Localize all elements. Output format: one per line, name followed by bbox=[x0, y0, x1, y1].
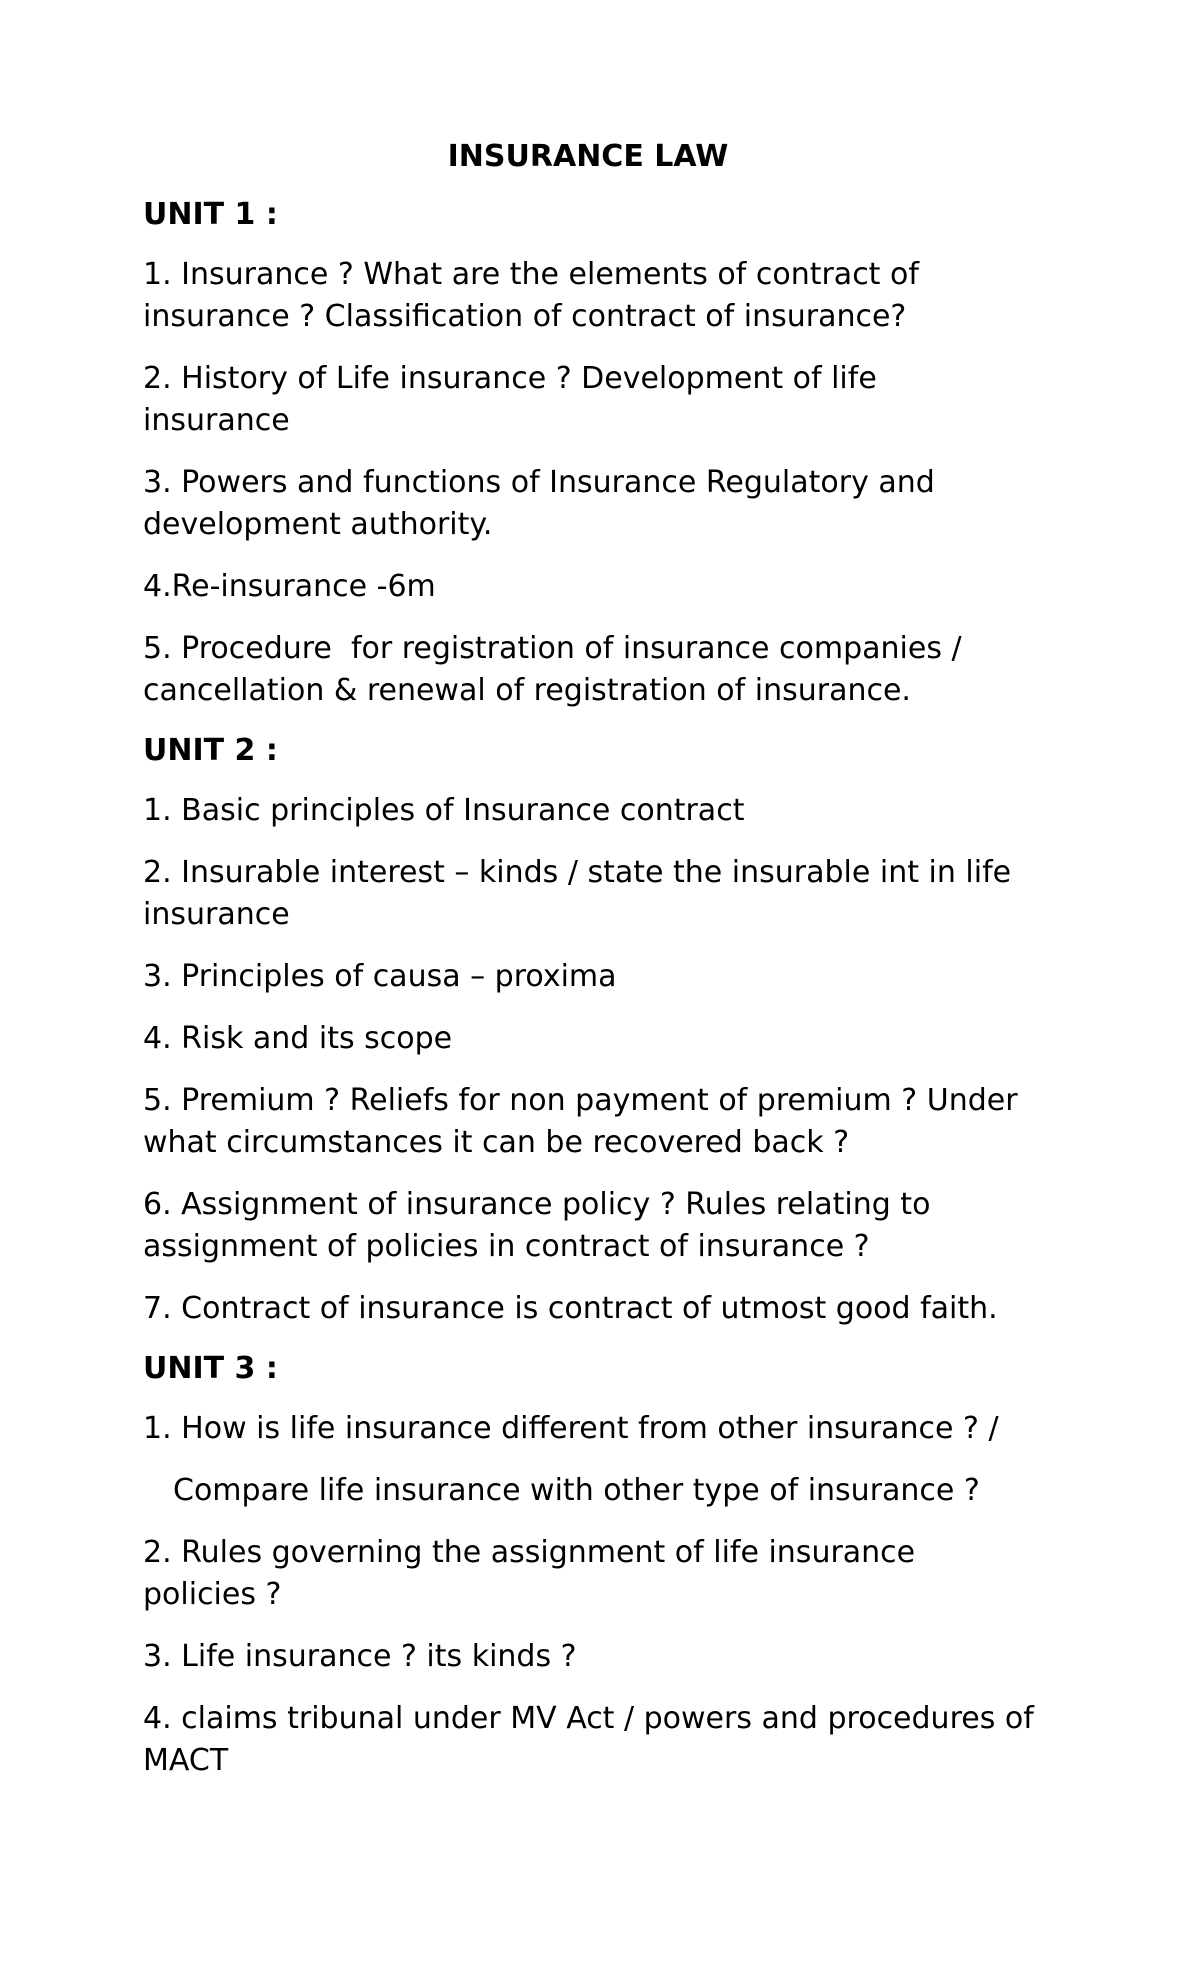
unit-3-question-2: 2. Rules governing the assignment of life insurance policies ? bbox=[143, 1535, 925, 1612]
unit-2-question-5: 5. Premium ? Reliefs for non payment of premium ? Under what circumstances it can be recovered back ? bbox=[143, 1083, 1028, 1160]
document-page bbox=[143, 138, 1103, 1802]
unit-1-question-4: 4.Re-insurance -6m bbox=[143, 569, 436, 604]
unit-3-question-1: 1. How is life insurance different from other insurance ? / bbox=[143, 1411, 999, 1446]
unit-1-heading: UNIT 1 : bbox=[143, 197, 278, 232]
unit-2-heading: UNIT 2 : bbox=[143, 733, 278, 768]
unit-1-question-3: 3. Powers and functions of Insurance Regulatory and development authority. bbox=[143, 465, 945, 542]
unit-3-question-1-continued: Compare life insurance with other type of insurance ? bbox=[173, 1473, 980, 1508]
unit-2-question-2: 2. Insurable interest – kinds / state the insurable int in life insurance bbox=[143, 855, 1021, 932]
unit-3-question-4: 4. claims tribunal under MV Act / powers and procedures of MACT bbox=[143, 1701, 1053, 1778]
unit-2-question-3: 3. Principles of causa – proxima bbox=[143, 959, 617, 994]
document-title: INSURANCE LAW bbox=[447, 139, 729, 174]
unit-2-question-4: 4. Risk and its scope bbox=[143, 1021, 453, 1056]
unit-2-question-7: 7. Contract of insurance is contract of utmost good faith. bbox=[143, 1291, 998, 1326]
unit-3-heading: UNIT 3 : bbox=[143, 1351, 278, 1386]
unit-1-question-2: 2. History of Life insurance ? Development of life insurance bbox=[143, 361, 887, 438]
unit-1-question-5: 5. Procedure for registration of insurance companies / cancellation & renewal of registration of insurance. bbox=[143, 631, 972, 708]
unit-2-question-1: 1. Basic principles of Insurance contract bbox=[143, 793, 745, 828]
unit-2-question-6: 6. Assignment of insurance policy ? Rules relating to assignment of policies in contract of insurance ? bbox=[143, 1187, 940, 1264]
unit-3-question-3: 3. Life insurance ? its kinds ? bbox=[143, 1639, 577, 1674]
unit-1-question-1: 1. Insurance ? What are the elements of contract of insurance ? Classification of contract of insurance? bbox=[143, 257, 929, 334]
